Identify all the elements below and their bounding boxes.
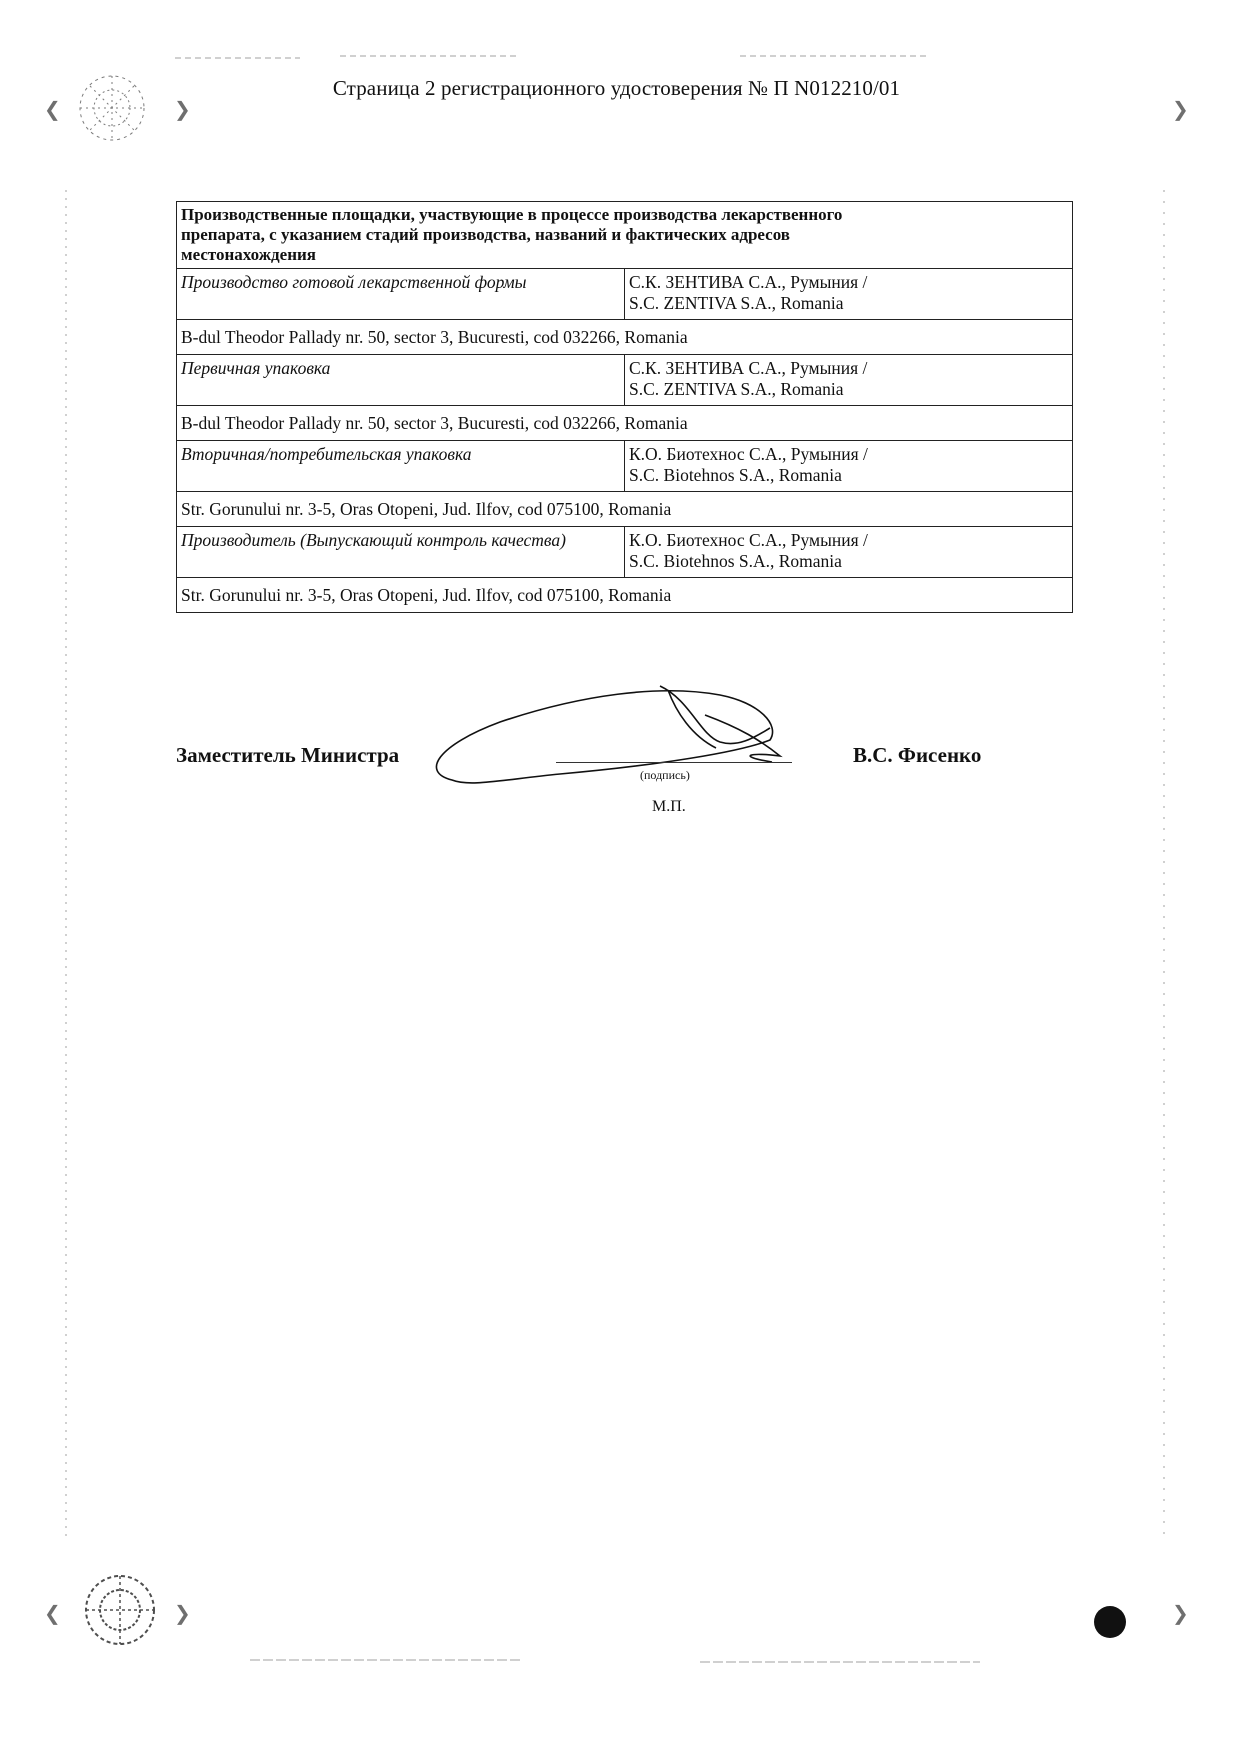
- company-cell: [625, 269, 1073, 320]
- page-title: Страница 2 регистрационного удостоверения № П N012210/01: [332, 76, 901, 100]
- table-row: [177, 406, 1073, 441]
- company-line: S.C. ZENTIVA S.A., Romania: [629, 379, 844, 399]
- table-row: [177, 269, 1073, 320]
- table-heading-row: [177, 202, 1073, 269]
- company-line: S.C. Biotehnos S.A., Romania: [629, 465, 842, 485]
- address-cell: B-dul Theodor Pallady nr. 50, sector 3, Bucuresti, cod 032266, Romania: [177, 320, 1073, 355]
- stamp-place-label: М.П.: [652, 798, 686, 815]
- company-cell: [625, 441, 1073, 492]
- table-row: [177, 355, 1073, 406]
- svg-text:❮: ❮: [44, 97, 61, 121]
- address-cell: Str. Gorunului nr. 3-5, Oras Otopeni, Jud. Ilfov, cod 075100, Romania: [177, 492, 1073, 527]
- table-row: [177, 320, 1073, 355]
- company-line: С.К. ЗЕНТИВА С.А., Румыния /: [629, 358, 868, 378]
- production-sites-table: [176, 201, 1073, 613]
- rosette-ornament-icon: [86, 1576, 154, 1644]
- table-heading: [177, 202, 1073, 269]
- signer-position: Заместитель Министра: [176, 743, 400, 767]
- svg-text:❯: ❯: [174, 1601, 191, 1625]
- svg-text:❯: ❯: [1172, 97, 1189, 121]
- svg-text:❮: ❮: [44, 1601, 61, 1625]
- company-line: S.C. Biotehnos S.A., Romania: [629, 551, 842, 571]
- svg-text:❯: ❯: [1172, 1601, 1189, 1625]
- company-line: К.О. Биотехнос С.А., Румыния /: [629, 444, 868, 464]
- heading-line: препарата, с указанием стадий производства, названий и фактических адресов: [181, 225, 790, 244]
- company-line: S.C. ZENTIVA S.A., Romania: [629, 293, 844, 313]
- signer-name: В.С. Фисенко: [853, 743, 982, 767]
- stage-cell: Вторичная/потребительская упаковка: [177, 441, 625, 492]
- table-row: [177, 578, 1073, 613]
- stage-cell: Производство готовой лекарственной формы: [177, 269, 625, 320]
- company-line: С.К. ЗЕНТИВА С.А., Румыния /: [629, 272, 868, 292]
- signature-caption: (подпись): [640, 768, 690, 782]
- stage-cell: Первичная упаковка: [177, 355, 625, 406]
- heading-line: местонахождения: [181, 245, 316, 264]
- company-cell: [625, 527, 1073, 578]
- stage-cell: Производитель (Выпускающий контроль качества): [177, 527, 625, 578]
- company-cell: [625, 355, 1073, 406]
- seal-dot-icon: [1094, 1606, 1126, 1638]
- signature-line: [556, 762, 792, 763]
- address-cell: B-dul Theodor Pallady nr. 50, sector 3, Bucuresti, cod 032266, Romania: [177, 406, 1073, 441]
- address-cell: Str. Gorunului nr. 3-5, Oras Otopeni, Jud. Ilfov, cod 075100, Romania: [177, 578, 1073, 613]
- table-row: [177, 492, 1073, 527]
- table-row: [177, 527, 1073, 578]
- company-line: К.О. Биотехнос С.А., Румыния /: [629, 530, 868, 550]
- svg-text:❯: ❯: [174, 97, 191, 121]
- heading-line: Производственные площадки, участвующие в процессе производства лекарственного: [181, 205, 843, 224]
- table-row: [177, 441, 1073, 492]
